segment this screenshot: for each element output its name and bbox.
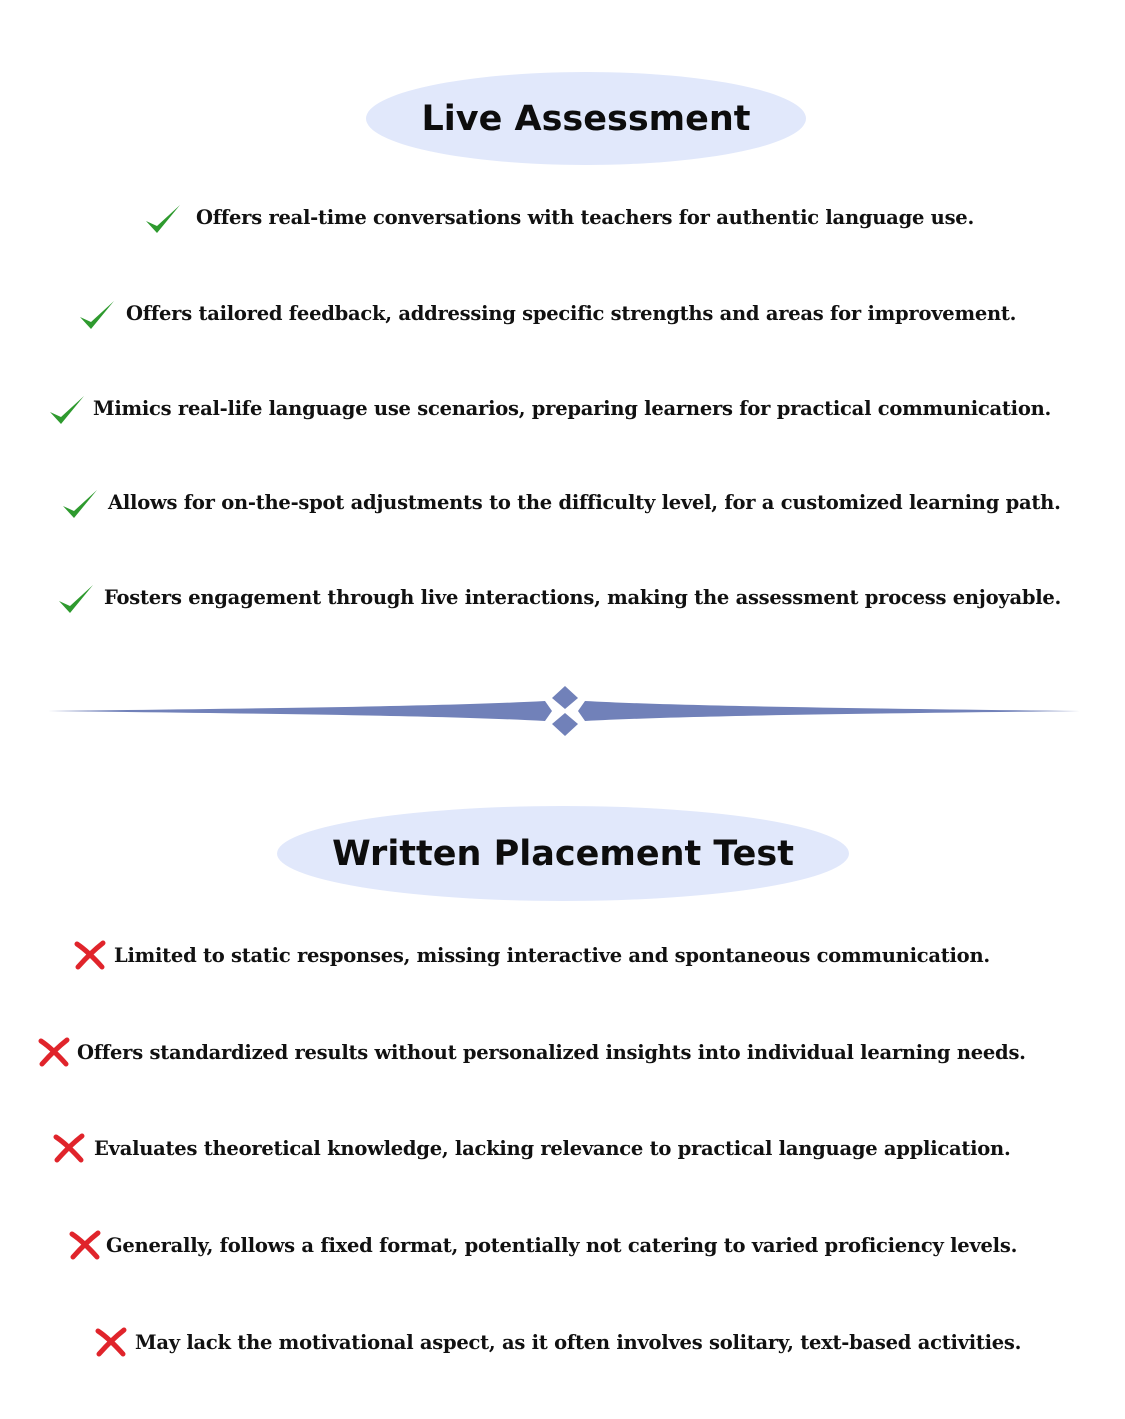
list-item — [0, 578, 1125, 618]
list-item-text: Mimics real-life language use scenarios, preparing learners for practical communication. — [93, 397, 1052, 420]
list-item-text: Offers tailored feedback, addressing specific strengths and areas for improvement. — [126, 302, 1017, 325]
written-placement-test-heading — [277, 806, 849, 901]
list-item-text: Limited to static responses, missing interactive and spontaneous communication. — [114, 944, 990, 967]
list-item — [0, 198, 1125, 238]
list-item — [0, 936, 1125, 976]
list-item — [0, 1033, 1125, 1073]
check-icon — [57, 582, 95, 616]
live-assessment-title: Live Assessment — [421, 98, 751, 139]
cross-icon — [95, 1327, 127, 1357]
list-item-text: Allows for on-the-spot adjustments to the difficulty level, for a customized learning path. — [108, 491, 1061, 514]
list-item — [0, 389, 1125, 429]
list-item-text: Fosters engagement through live interactions, making the assessment process enjoyable. — [104, 586, 1062, 609]
list-item-text: May lack the motivational aspect, as it often involves solitary, text-based activities. — [135, 1331, 1022, 1354]
cross-icon — [53, 1133, 85, 1163]
check-icon — [78, 298, 116, 332]
cross-icon — [74, 940, 106, 970]
cross-icon — [69, 1230, 101, 1260]
list-item-text: Offers real-time conversations with teachers for authentic language use. — [196, 206, 974, 229]
list-item — [0, 483, 1125, 523]
list-item — [0, 1129, 1125, 1169]
list-item-text: Generally, follows a fixed format, potentially not catering to varied proficiency levels. — [106, 1234, 1018, 1257]
list-item-text: Evaluates theoretical knowledge, lacking relevance to practical language application. — [94, 1137, 1011, 1160]
diamond-divider-icon — [0, 680, 1125, 742]
list-item — [0, 1226, 1125, 1266]
live-assessment-heading — [366, 72, 806, 165]
list-item — [0, 1323, 1125, 1363]
list-item-text: Offers standardized results without personalized insights into individual learning needs. — [77, 1041, 1026, 1064]
cross-icon — [38, 1037, 70, 1067]
written-placement-test-title: Written Placement Test — [332, 833, 794, 874]
check-icon — [48, 393, 86, 427]
list-item — [0, 294, 1125, 334]
check-icon — [144, 202, 182, 236]
check-icon — [61, 487, 99, 521]
